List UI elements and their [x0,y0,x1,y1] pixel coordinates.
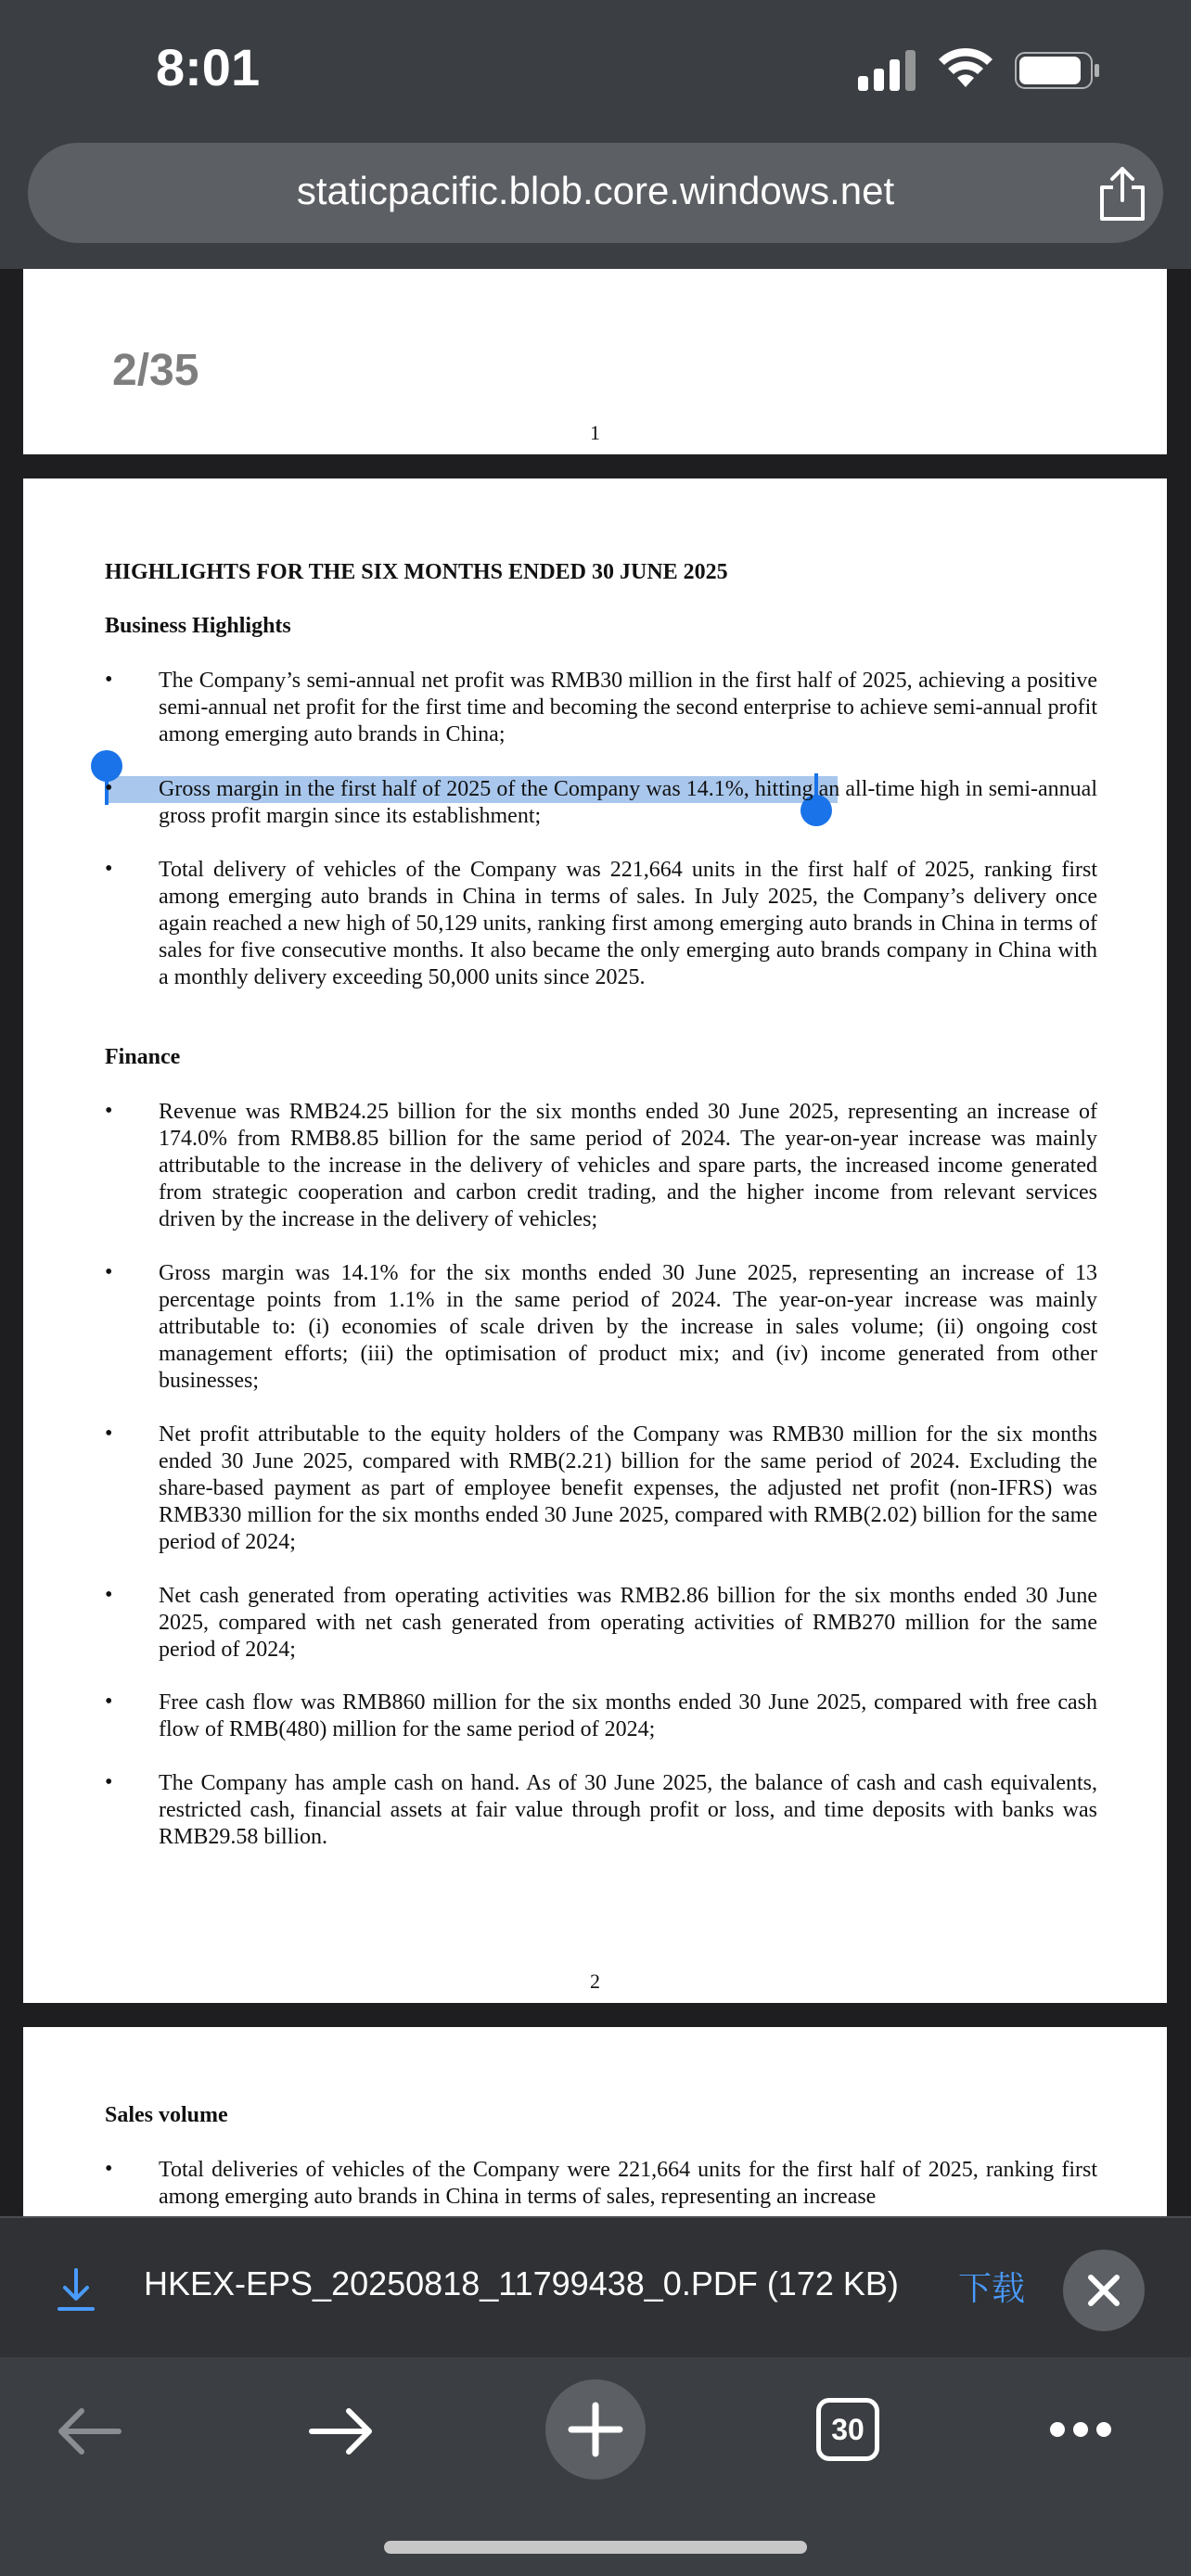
bullet: • [105,857,113,881]
list-item-text: Revenue was RMB24.25 billion for the six months ended 30 June 2025, representing an increase of 174.0% from RMB8.85 billion for the same period of 2024. The year-on-year increase was mainly attributable to the increase in the delivery of vehicles and spare parts, the increased income generated from strategic cooperation and carbon credit trading, and the higher income from relevant services driven by the increase in the delivery of vehicles; [159,1100,1097,1231]
bullet: • [105,1422,113,1446]
pdf-page-2 [23,478,1167,2003]
share-icon[interactable] [1095,165,1150,223]
download-filename: HKEX-EPS_20250818_11799438_0.PDF (172 KB) [144,2264,899,2302]
bullet: • [105,1770,113,1794]
more-menu-icon[interactable] [1048,2418,1113,2441]
list-item-text: Free cash flow was RMB860 million for the six months ended 30 June 2025, compared with free cash flow of RMB(480) million for the same period of 2024; [159,1690,1097,1741]
forward-arrow-icon[interactable] [306,2404,377,2459]
sales-volume-heading: Sales volume [105,2103,228,2127]
pdf-page-3 [23,2027,1167,2216]
finance-heading: Finance [105,1045,181,1069]
bullet: • [105,1099,113,1123]
status-time: 8:01 [156,38,261,96]
close-icon [1063,2250,1145,2331]
address-bar-container [0,137,1191,269]
bullet: • [105,2157,113,2181]
url-text[interactable]: staticpacific.blob.core.windows.net [296,169,895,212]
home-indicator[interactable] [384,2541,807,2554]
bullet: • [105,1583,113,1607]
page-footer-2: 2 [590,1970,600,1993]
page-indicator: 2/35 [112,346,199,395]
business-highlights-heading: Business Highlights [105,614,291,638]
list-item-text: The Company’s semi-annual net profit was RMB30 million in the first half of 2025, achieving a positive semi-annual net profit for the first time and becoming the second enterprise to achieve semi-annual profit among emerging auto brands in China; [159,669,1097,746]
list-item-text: Net profit attributable to the equity holders of the Company was RMB30 million for the six months ended 30 June 2025, compared with RMB(2.21) billion for the same period of 2024. Excluding the share-based payment as part of employee benefit expenses, the adjusted net profit (non-IFRS) was RMB330 million for the six months ended 30 June 2025, compared with RMB(2.02) billion for the same period of 2024; [159,1422,1097,1554]
list-item-text: Total deliveries of vehicles of the Company were 221,664 units for the first half of 2025, ranking first among emerging auto brands in China in terms of sales, representing an increase [159,2158,1097,2209]
plus-icon [545,2379,646,2480]
back-arrow-icon[interactable] [54,2404,124,2459]
bullet: • [105,776,113,800]
pdf-viewer[interactable] [0,269,1191,2216]
download-icon [56,2266,96,2313]
status-bar [0,0,1191,137]
bullet: • [105,668,113,692]
battery-icon [1015,52,1100,89]
download-button[interactable]: 下载 [958,2270,1026,2308]
pdf-page-1 [23,269,1167,454]
list-item-text: Gross margin in the first half of 2025 of the Company was 14.1%, hitting an all-time high in semi-annual gross profit margin since its establishment; [159,777,1097,828]
cellular-signal-icon [858,50,919,91]
address-bar[interactable] [28,143,1163,243]
list-item-text: Total delivery of vehicles of the Company was 221,664 units in the first half of 2025, ranking first among emerging auto brands in China in terms of sales. In July 2025, the Company’s delivery once again reached a new high of 50,129 units, ranking first among emerging auto brands in China in terms of sales for five consecutive months. It also became the only emerging auto brands company in China with a monthly delivery exceeding 50,000 units since 2025. [159,858,1097,989]
bullet: • [105,1260,113,1284]
list-item-text: Net cash generated from operating activities was RMB2.86 billion for the six months ended 30 June 2025, compared with net cash generated from operating activities of RMB270 million for the same period of 2024; [159,1584,1097,1662]
download-bar [0,2216,1191,2357]
bottom-chrome [0,2216,1191,2576]
close-download-button[interactable] [1063,2250,1145,2331]
page-footer-1: 1 [590,421,600,444]
list-item-text: The Company has ample cash on hand. As of 30 June 2025, the balance of cash and cash equivalents, restricted cash, financial assets at fair value through profit or loss, and time deposits with banks was RMB29.58 billion. [159,1771,1097,1849]
wifi-icon [937,46,994,91]
page-heading: HIGHLIGHTS FOR THE SIX MONTHS ENDED 30 JUNE 2025 [105,560,728,584]
bullet: • [105,1690,113,1714]
tab-switcher-button[interactable]: 30 [816,2398,879,2461]
new-tab-button[interactable] [545,2379,646,2480]
list-item-text: Gross margin was 14.1% for the six months ended 30 June 2025, representing an increase of 13 percentage points from 1.1% in the same period of 2024. The year-on-year increase was mainly attributable to: (i) economies of scale driven by the increase in sales volume; (ii) ongoing cost management efforts; (iii) the optimisation of product mix; and (iv) income generated from other businesses; [159,1261,1097,1393]
